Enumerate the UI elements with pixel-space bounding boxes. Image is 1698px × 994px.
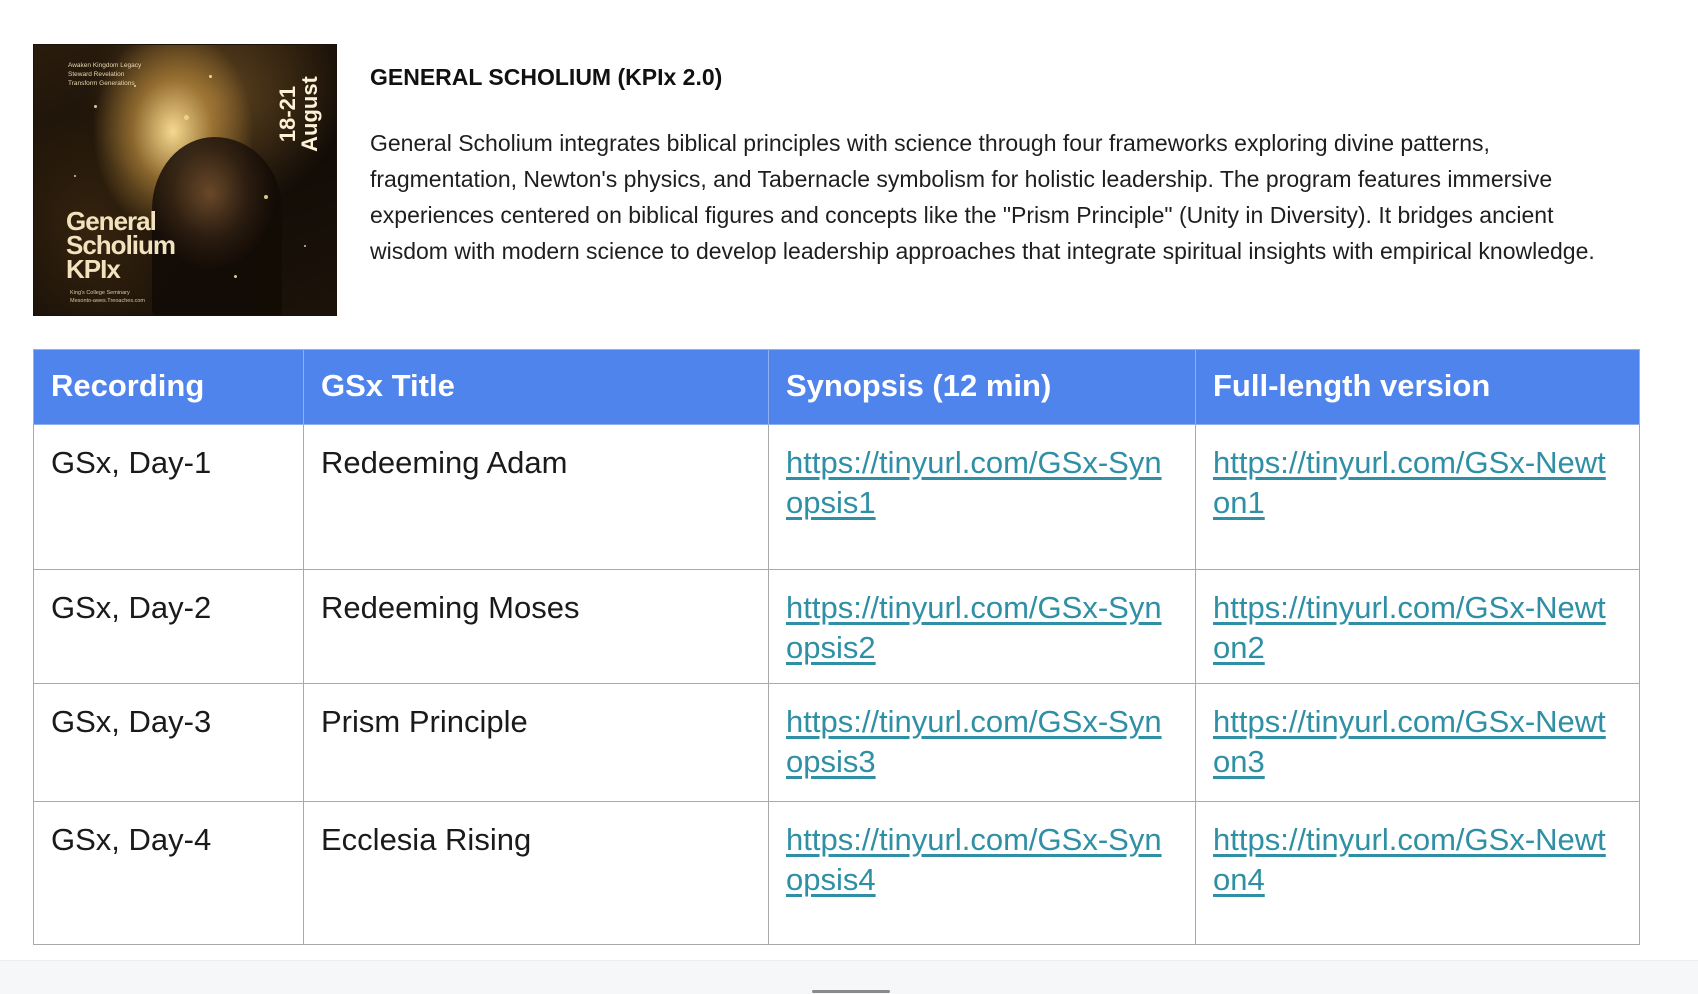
section-description: General Scholium integrates biblical principles with science through four frameworks exploring divine patterns, fragmentation, Newton's physics, and Tabernacle symbolism for holistic leadership. The program features immersive experiences centered on biblical figures and concepts like the "Prism Principle" (Unity in Diversity). It bridges ancient wisdom with modern science to develop leadership approaches that integrate spiritual insights with empirical knowledge. xyxy=(370,130,1595,264)
full-length-cell xyxy=(1196,425,1640,570)
poster-dates: 18-21 August xyxy=(275,76,322,152)
recording-cell: GSx, Day-1 xyxy=(34,425,304,570)
poster-brand-title: General Scholium KPIx xyxy=(66,206,176,284)
full-length-cell xyxy=(1196,802,1640,945)
full-length-link[interactable]: https://tinyurl.com/GSx-Newton2 xyxy=(1213,590,1606,665)
poster-tagline: Awaken Kingdom Legacy Steward Revelation Transform Generations xyxy=(68,62,142,87)
title-cell: Redeeming Adam xyxy=(304,425,769,570)
table-row xyxy=(34,570,1640,684)
poster-footer: King's College Seminary Mesonto-awes.Treoaches.com xyxy=(70,290,145,304)
header-recording: Recording xyxy=(34,350,304,425)
recording-cell: GSx, Day-4 xyxy=(34,802,304,945)
recording-cell: GSx, Day-3 xyxy=(34,684,304,802)
synopsis-cell xyxy=(769,802,1196,945)
synopsis-link[interactable]: https://tinyurl.com/GSx-Synopsis3 xyxy=(786,704,1162,779)
table-row xyxy=(34,684,1640,802)
table-header-row xyxy=(34,350,1640,425)
full-length-cell xyxy=(1196,570,1640,684)
recording-cell: GSx, Day-2 xyxy=(34,570,304,684)
header-gsx-title: GSx Title xyxy=(304,350,769,425)
title-cell: Ecclesia Rising xyxy=(304,802,769,945)
section-heading: GENERAL SCHOLIUM (KPIx 2.0) xyxy=(370,64,723,90)
header-synopsis: Synopsis (12 min) xyxy=(769,350,1196,425)
scroll-handle[interactable] xyxy=(812,990,890,993)
synopsis-link[interactable]: https://tinyurl.com/GSx-Synopsis1 xyxy=(786,445,1162,520)
table-row xyxy=(34,802,1640,945)
header-full-length: Full-length version xyxy=(1196,350,1640,425)
synopsis-cell xyxy=(769,425,1196,570)
synopsis-link[interactable]: https://tinyurl.com/GSx-Synopsis2 xyxy=(786,590,1162,665)
table-row xyxy=(34,425,1640,570)
title-cell: Redeeming Moses xyxy=(304,570,769,684)
full-length-link[interactable]: https://tinyurl.com/GSx-Newton4 xyxy=(1213,822,1606,897)
event-poster-image xyxy=(33,44,337,316)
full-length-link[interactable]: https://tinyurl.com/GSx-Newton1 xyxy=(1213,445,1606,520)
full-length-link[interactable]: https://tinyurl.com/GSx-Newton3 xyxy=(1213,704,1606,779)
title-cell: Prism Principle xyxy=(304,684,769,802)
synopsis-cell xyxy=(769,684,1196,802)
synopsis-cell xyxy=(769,570,1196,684)
synopsis-link[interactable]: https://tinyurl.com/GSx-Synopsis4 xyxy=(786,822,1162,897)
bottom-toolbar xyxy=(0,960,1698,994)
recordings-table xyxy=(33,349,1640,945)
full-length-cell xyxy=(1196,684,1640,802)
